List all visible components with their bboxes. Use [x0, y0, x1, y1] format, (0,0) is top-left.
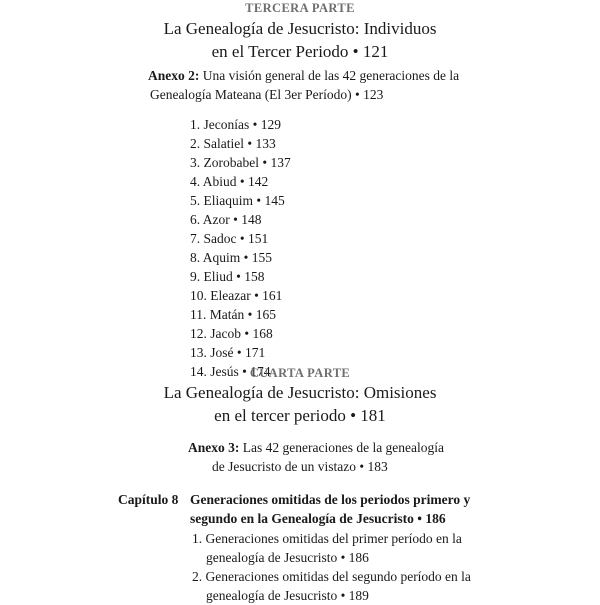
annex3-line2: de Jesucristo de un vistazo • 183 [212, 459, 388, 474]
annex3-line1 [188, 438, 444, 457]
part4-title-line1: La Genealogía de Jesucristo: Omisiones [163, 383, 437, 402]
list-item: 5. Eliaquim • 145 [190, 193, 285, 208]
chapter8-item-2-line1: 2. Generaciones omitidas del segundo período en la [192, 569, 471, 584]
annex2-text1: Una visión general de las 42 generaciones de la [202, 68, 460, 83]
list-item: 2. Salatiel • 133 [190, 136, 276, 151]
chapter8-item-2 [192, 567, 471, 605]
list-item: 1. Jeconías • 129 [190, 117, 281, 132]
part4-title-line2: en el tercer periodo • 181 [214, 406, 386, 425]
annex2-line2: Genealogía Mateana (El 3er Período) • 123 [150, 87, 384, 102]
list-item: 10. Eleazar • 161 [190, 288, 283, 303]
chapter8-item-2-line2: genealogía de Jesucristo • 189 [206, 588, 369, 603]
chapter8-title-line1: Generaciones omitidas de los periodos primero y [190, 492, 471, 507]
part4-title [0, 381, 600, 427]
list-item: 7. Sadoc • 151 [190, 231, 269, 246]
annex2-label: Anexo 2: [148, 68, 200, 83]
part3-title-line2: en el Tercer Periodo • 121 [211, 42, 389, 61]
list-item: 13. José • 171 [190, 345, 266, 360]
part3-title [0, 17, 600, 63]
list-item: 9. Eliud • 158 [190, 269, 265, 284]
chapter8-item-1-line2: genealogía de Jesucristo • 186 [206, 550, 369, 565]
part4-label: CUARTA PARTE [249, 366, 351, 380]
list-item: 12. Jacob • 168 [190, 326, 273, 341]
part3-title-line1: La Genealogía de Jesucristo: Individuos [163, 19, 437, 38]
list-item: 14. Jesús • 174 [190, 364, 271, 379]
annex2-line1 [148, 66, 459, 85]
list-item: 4. Abiud • 142 [190, 174, 269, 189]
part3-label: TERCERA PARTE [245, 1, 355, 15]
annex3-label: Anexo 3: [188, 440, 240, 455]
chapter8-item-1-line1: 1. Generaciones omitidas del primer período en la [192, 531, 462, 546]
chapter8-title-line2: segundo en la Genealogía de Jesucristo • 186 [190, 511, 446, 526]
list-item: 11. Matán • 165 [190, 307, 276, 322]
list-item: 8. Aquim • 155 [190, 250, 272, 265]
list-item: 3. Zorobabel • 137 [190, 155, 291, 170]
chapter8-item-1 [192, 529, 462, 567]
list-item: 6. Azor • 148 [190, 212, 262, 227]
chapter8-label: Capítulo 8 [118, 492, 179, 507]
annex3-text1: Las 42 generaciones de la genealogía [242, 440, 445, 455]
individuals-list [190, 115, 291, 381]
chapter8-title [190, 490, 590, 528]
